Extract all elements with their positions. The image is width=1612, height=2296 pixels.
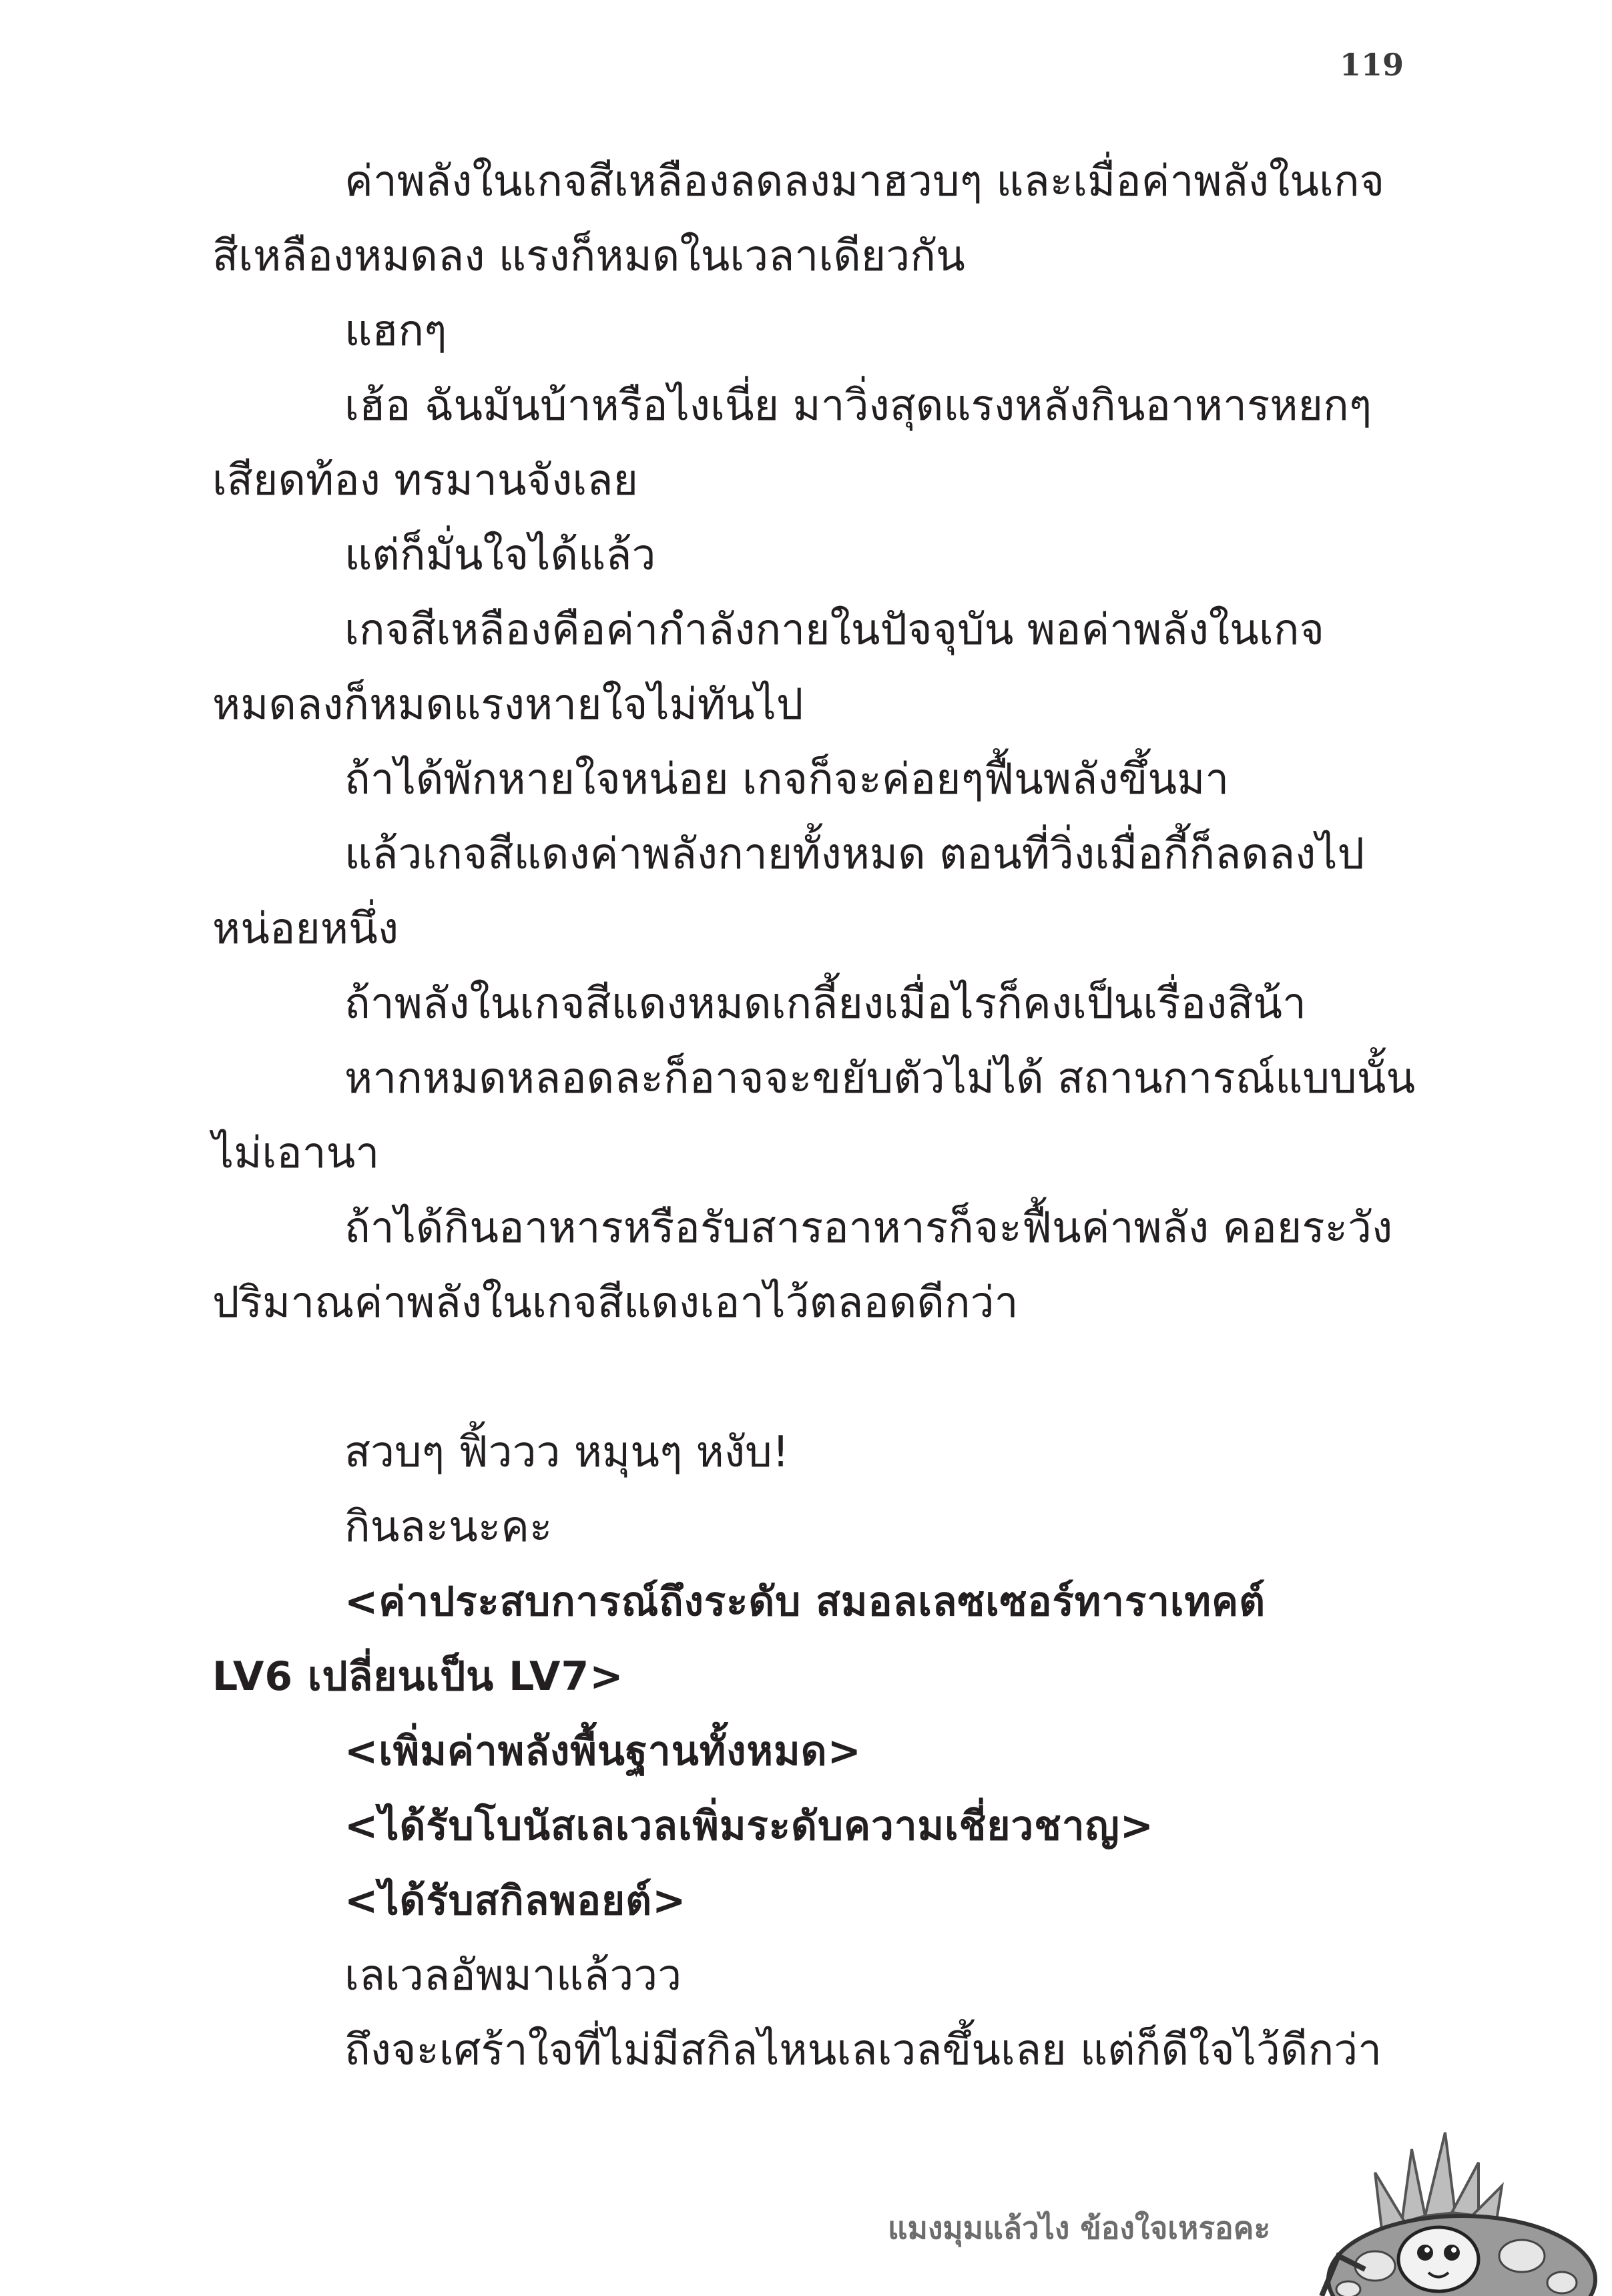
text-line: ถ้าได้กินอาหารหรือรับสารอาหารก็จะฟื้นค่าพลัง คอยระวัง (344, 1203, 1393, 1253)
text-line: แล้วเกจสีแดงค่าพลังกายทั้งหมด ตอนที่วิ่งเมื่อกี้ก็ลดลงไป (344, 830, 1365, 879)
text-line: เฮ้อ ฉันมันบ้าหรือไงเนี่ย มาวิ่งสุดแรงหลังกินอาหารหยกๆ (344, 381, 1372, 431)
text-line: สีเหลืองหมดลง แรงก็หมดในเวลาเดียวกัน (212, 232, 965, 281)
text-line: ค่าพลังในเกจสีเหลืองลดลงมาฮวบๆ และเมื่อค่าพลังในเกจ (344, 157, 1385, 206)
text-line: สวบๆ ฟิ้ววว หมุนๆ หงับ! (344, 1428, 790, 1477)
text-line: หมดลงก็หมดแรงหายใจไม่ทันไป (212, 680, 804, 730)
text-line: เลเวลอัพมาแล้ววว (344, 1951, 682, 2000)
page-number: 119 (1339, 47, 1404, 83)
text-line: ถ้าได้พักหายใจหน่อย เกจก็จะค่อยๆฟื้นพลังขึ้นมา (344, 755, 1230, 804)
system-message-line: <ได้รับสกิลพอยต์> (344, 1878, 687, 1924)
footer-book-title: แมงมุมแล้วไง ข้องใจเหรอคะ (888, 2210, 1271, 2246)
text-line: หน่อยหนึ่ง (212, 904, 399, 954)
text-line: ไม่เอานา (212, 1129, 380, 1178)
system-message-line: LV6 เปลี่ยนเป็น LV7> (212, 1653, 624, 1700)
system-message-line: <เพิ่มค่าพลังพื้นฐานทั้งหมด> (344, 1728, 862, 1775)
text-line: กินละนะคะ (344, 1502, 553, 1552)
system-message-line: <ค่าประสบการณ์ถึงระดับ สมอลเลซเซอร์ทาราเทคต์ (344, 1579, 1266, 1625)
text-line: ถึงจะเศร้าใจที่ไม่มีสกิลไหนเลเวลขึ้นเลย แต่ก็ดีใจไว้ดีกว่า (344, 2026, 1382, 2075)
text-line: หากหมดหลอดละก็อาจจะขยับตัวไม่ได้ สถานการณ์แบบนั้น (344, 1054, 1416, 1103)
spider-mascot-icon (1302, 2122, 1612, 2296)
system-message-line: <ได้รับโบนัสเลเวลเพิ่มระดับความเชี่ยวชาญ> (344, 1803, 1154, 1849)
text-line: แต่ก็มั่นใจได้แล้ว (344, 531, 656, 580)
text-line: แฮกๆ (344, 306, 447, 356)
text-line: เกจสีเหลืองคือค่ากำลังกายในปัจจุบัน พอค่าพลังในเกจ (344, 605, 1324, 655)
text-line: ถ้าพลังในเกจสีแดงหมดเกลี้ยงเมื่อไรก็คงเป็นเรื่องสิน้า (344, 979, 1306, 1029)
text-line: ปริมาณค่าพลังในเกจสีแดงเอาไว้ตลอดดีกว่า (212, 1278, 1019, 1328)
text-line: เสียดท้อง ทรมานจังเลย (212, 456, 638, 505)
